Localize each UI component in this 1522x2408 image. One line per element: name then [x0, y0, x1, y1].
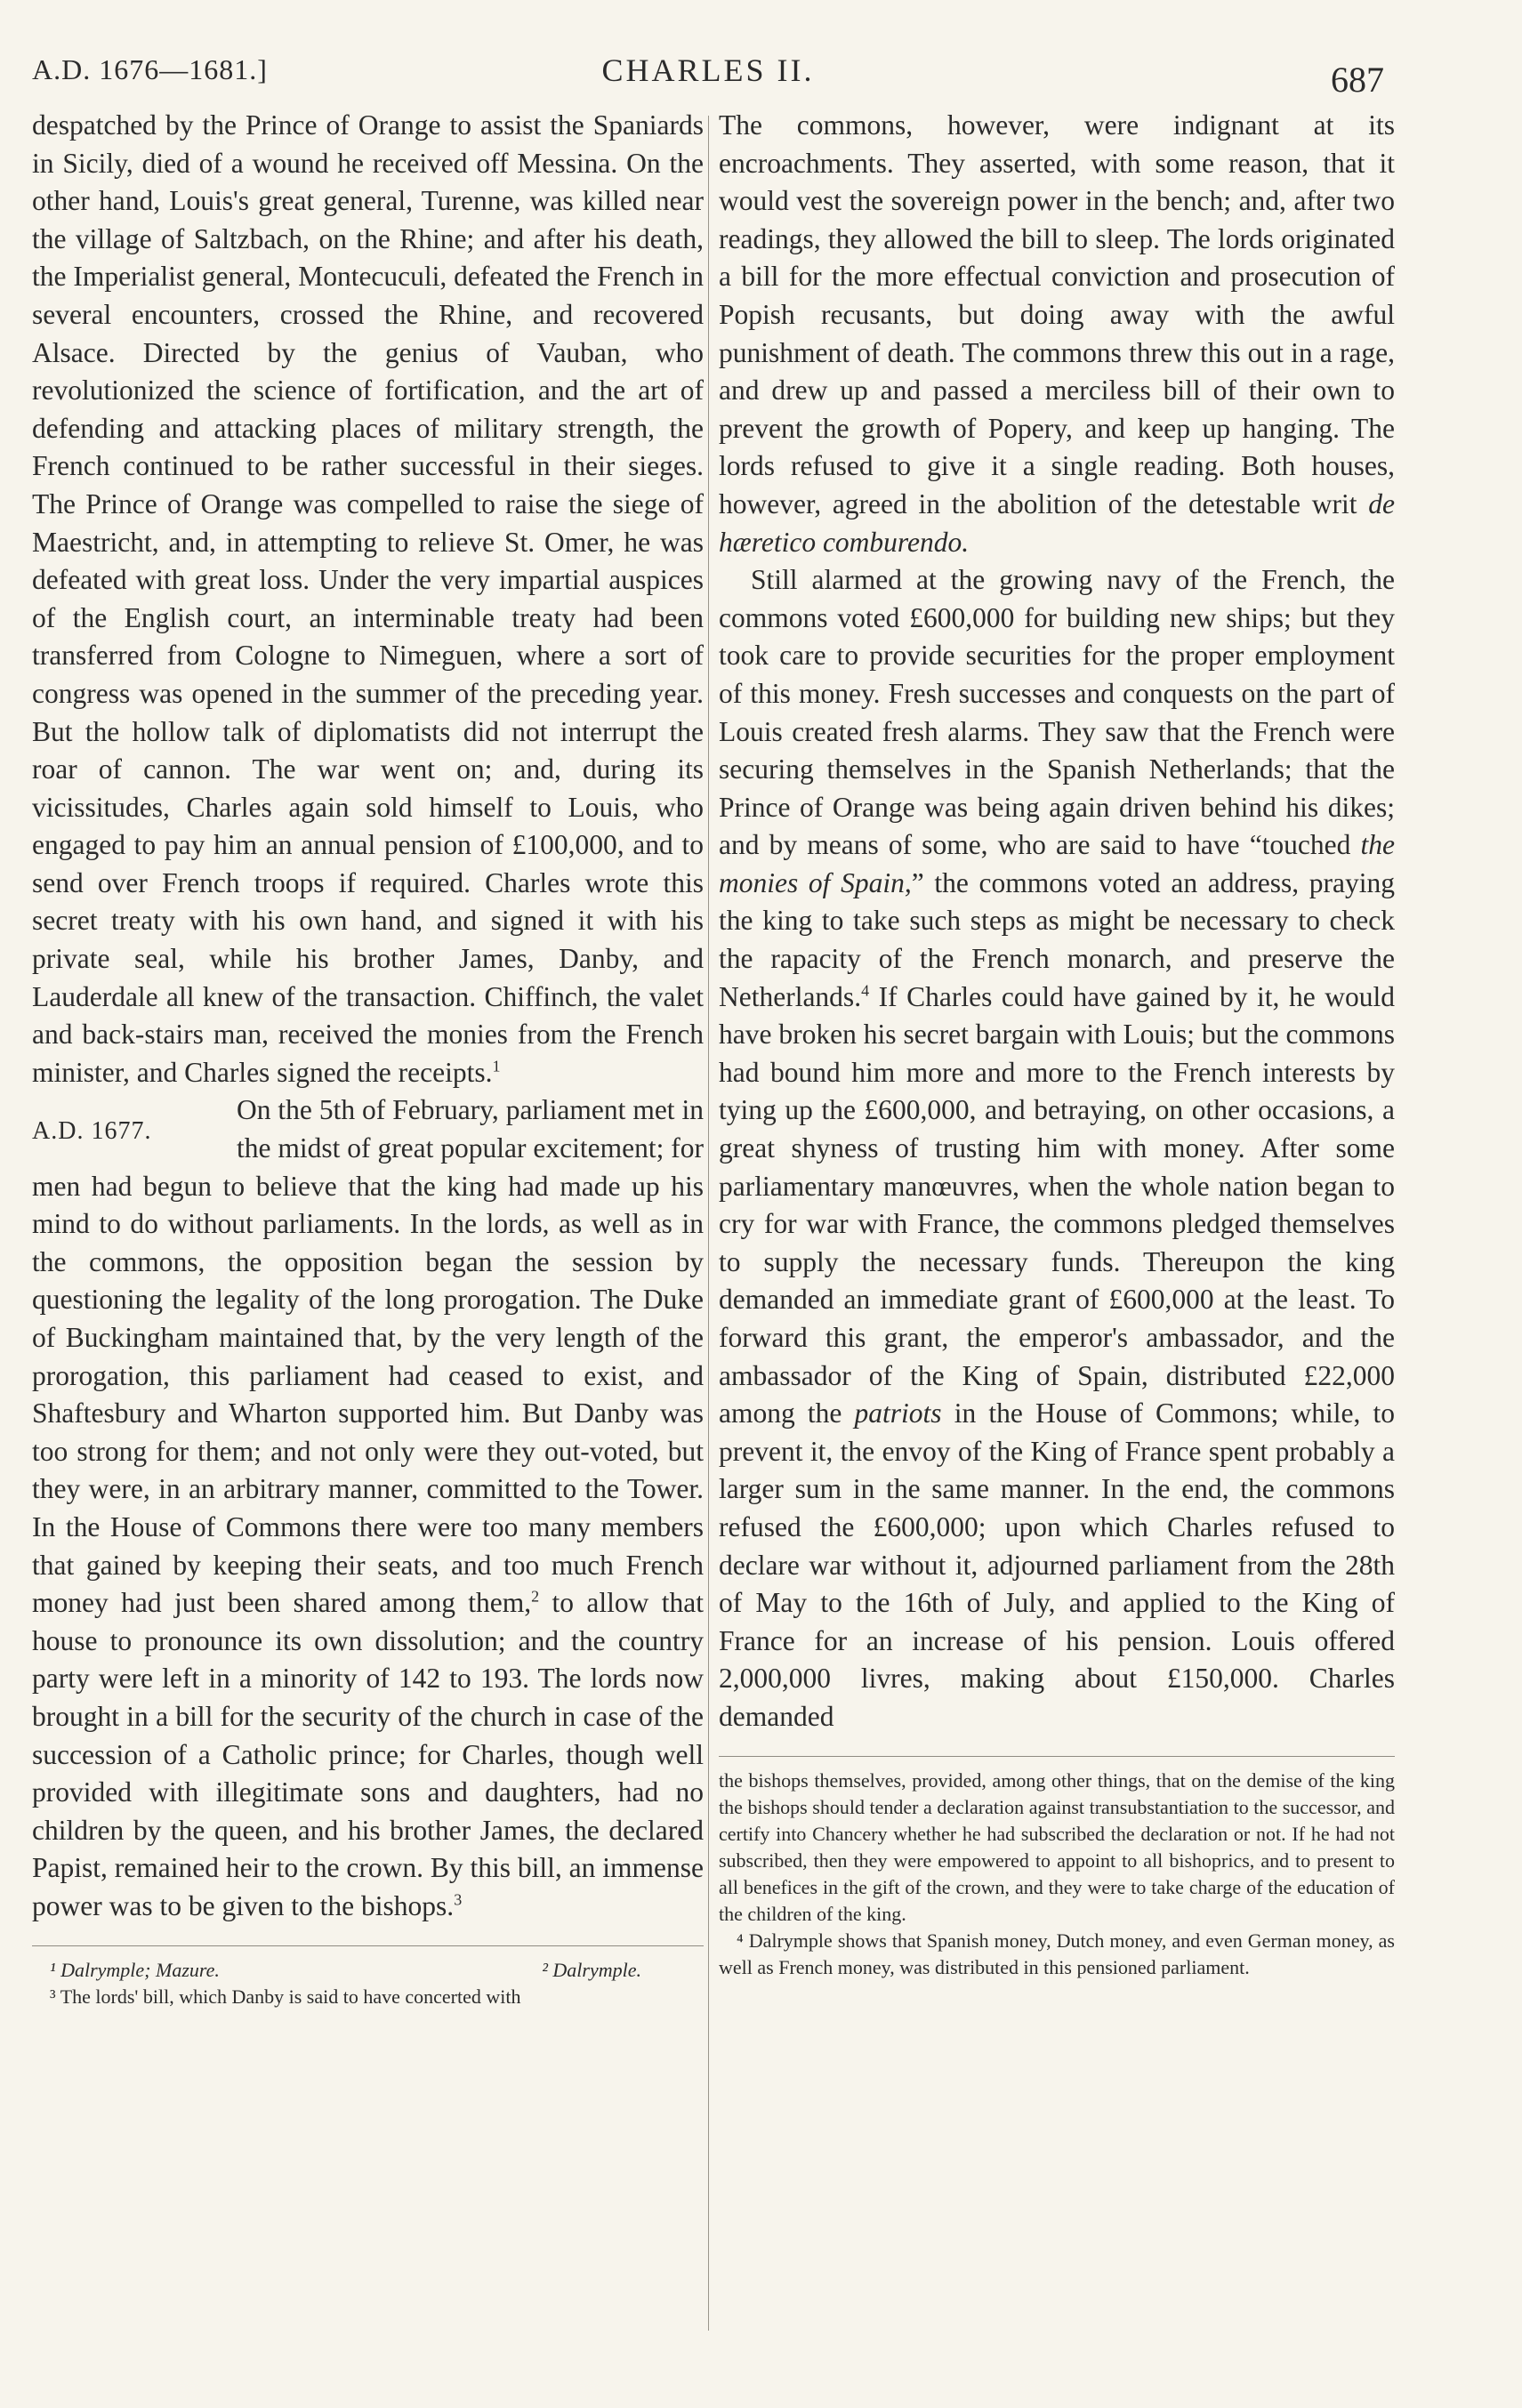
paragraph-text: If Charles could have gained by it, he would have broken his secret bargain with Louis; but the commons had bound him more and more to the French interests by tying up the £600,000, and betraying, on other occasions, a great shyness of trusting him with money. After some parliamentary manœuvres, when the whole nation began to cry for war with France, the commons pledged themselves to supply the necessary funds. Thereupon the king demanded an immediate grant of £600,000 at the least. To forward this grant, the emperor's ambassador, and the ambassador of the King of Spain, distributed £22,000 among the — [719, 980, 1395, 1429]
right-column — [719, 107, 1395, 1981]
running-header — [32, 43, 1384, 100]
italic-text: the monies of Spain, — [719, 829, 1395, 898]
date-range: A.D. 1676—1681.] — [32, 53, 268, 85]
footnote-marker: 3 — [454, 1890, 463, 1909]
paragraph — [719, 107, 1395, 561]
footnotes — [719, 1768, 1395, 1981]
footnotes — [32, 1957, 704, 2010]
side-date — [32, 1091, 237, 1166]
paragraph — [32, 1091, 704, 1925]
paragraph — [719, 561, 1395, 1736]
page-number: 687 — [1331, 60, 1384, 100]
paragraph-text: despatched by the Prince of Orange to assist the Spaniards in Sicily, died of a wound he received off Messina. On the other hand, Louis's great general, Turenne, was killed near the village of Saltzbach, on the Rhine; and after his death, the Imperialist general, Montecuculi, defeated the French in several encounters, crossed the Rhine, and recovered Alsace. Directed by the genius of Vauban, who revolutionized the science of fortification, and the art of defending and attacking places of military strength, the French continued to be rather successful in their sieges. The Prince of Orange was compelled to raise the siege of Maestricht, and, in attempting to relieve St. Omer, he was defeated with great loss. Under the very impartial auspices of the English court, an interminable treaty had been transferred from Cologne to Nimeguen, where a sort of congress was opened in the summer of the preceding year. But the hollow talk of diplomatists did not interrupt the roar of cannon. The war went on; and, during its vicissitudes, Charles again sold himself to Louis, who engaged to pay him an annual pension of £100,000, and to send over French troops if required. Charles wrote this secret treaty with his own hand, and signed it with his private seal, while his brother James, Danby, and Lauderdale all knew of the transaction. Chiffinch, the valet and back-stairs man, received the monies from the French minister, and Charles signed the receipts. — [32, 109, 704, 1088]
paragraph — [32, 107, 704, 1091]
paragraph-text: to allow that house to pronounce its own dissolution; and the country party were left in a minority of 142 to 193. The lords now brought in a bill for the security of the church in case of the succession of a Catholic prince; for Charles, though well provided with illegitimate sons and daughters, had no children by the queen, and his brother James, the declared Papist, remained heir to the crown. By this bill, an immense power was to be given to the bishops. — [32, 1587, 704, 1921]
side-date-text: A.D. 1677. — [32, 1117, 152, 1146]
footnote: ¹ Dalrymple; Mazure. — [50, 1958, 220, 1981]
footnote: ⁴ Dalrymple shows that Spanish money, Dutch money, and even German money, as well as French money, was distributed in this pensioned parliament. — [719, 1929, 1395, 1978]
footnote-divider — [32, 1945, 704, 1946]
left-column — [32, 107, 704, 2010]
footnote-marker: 1 — [492, 1057, 501, 1075]
paragraph-text: Still alarmed at the growing navy of the French, the commons voted £600,000 for building new ships; but they took care to provide securities for the proper employment of this money. Fresh successes and conquests on the part of Louis created fresh alarms. They saw that the French were securing themselves in the Spanish Netherlands; that the Prince of Orange was being again driven behind his dikes; and by means of some, who are said to have “touched — [719, 564, 1395, 861]
paragraph-text: On the 5th of February, parliament met in the midst of great popular excitement; for men had begun to believe that the king had made up his mind to do without parliaments. In the lords, as well as in the commons, the opposition began the session by questioning the legality of the long prorogation. The Duke of Buckingham maintained that, by the very length of the prorogation, this parliament had ceased to exist, and Shaftesbury and Wharton supported him. But Danby was too strong for them; and not only were they out-voted, but they were, in an arbitrary manner, committed to the Tower. In the House of Commons there were too many members that gained by keeping their seats, and too much French money had just been shared among them, — [32, 1094, 704, 1619]
footnote-marker: 4 — [861, 981, 870, 1000]
italic-text: de hæretico comburendo. — [719, 487, 1395, 558]
paragraph-text: in the House of Commons; while, to prevent it, the envoy of the King of France spent probably a larger sum in the same manner. In the end, the commons refused the £600,000; upon which Charles refused to declare war without it, adjourned parliament from the 28th of May to the 16th of July, and applied to the King of France for an increase of his pension. Louis offered 2,000,000 livres, making about £150,000. Charles demanded — [719, 1397, 1395, 1732]
footnote-row — [32, 1957, 704, 1984]
column-divider — [708, 116, 709, 2331]
paragraph-text: The commons, however, were indignant at its encroachments. They asserted, with some reason, that it would vest the sovereign power in the bench; and, after two readings, they allowed the bill to sleep. The lords originated a bill for the more effectual conviction and prosecution of Popish recusants, but doing away with the awful punishment of death. The commons threw this out in a rage, and drew up and passed a merciless bill of their own to prevent the growth of Popery, and keep up hanging. The lords refused to give it a single reading. Both houses, however, agreed in the abolition of the detestable writ — [719, 109, 1395, 519]
paragraph-text: ” the commons voted an address, praying the king to take such steps as might be necessary to check the rapacity of the French monarch, and preserve the Netherlands. — [719, 866, 1395, 1012]
italic-text: patriots — [854, 1397, 942, 1429]
page-title: CHARLES II. — [601, 52, 815, 88]
footnote: ² Dalrymple. — [542, 1958, 641, 1981]
footnote-divider — [719, 1756, 1395, 1757]
footnote: ³ The lords' bill, which Danby is said to have concerted with — [50, 1985, 521, 2008]
footnote-marker: 2 — [531, 1587, 540, 1606]
footnote: the bishops themselves, provided, among other things, that on the demise of the king the bishops should tender a declaration against transubstantiation to the successor, and certify into Chancery whether he had subscribed the declaration or not. If he had not subscribed, then they were empowered to appoint to all bishoprics, and to present to all benefices in the gift of the crown, and they were to take charge of the education of the children of the king. — [719, 1768, 1395, 1925]
